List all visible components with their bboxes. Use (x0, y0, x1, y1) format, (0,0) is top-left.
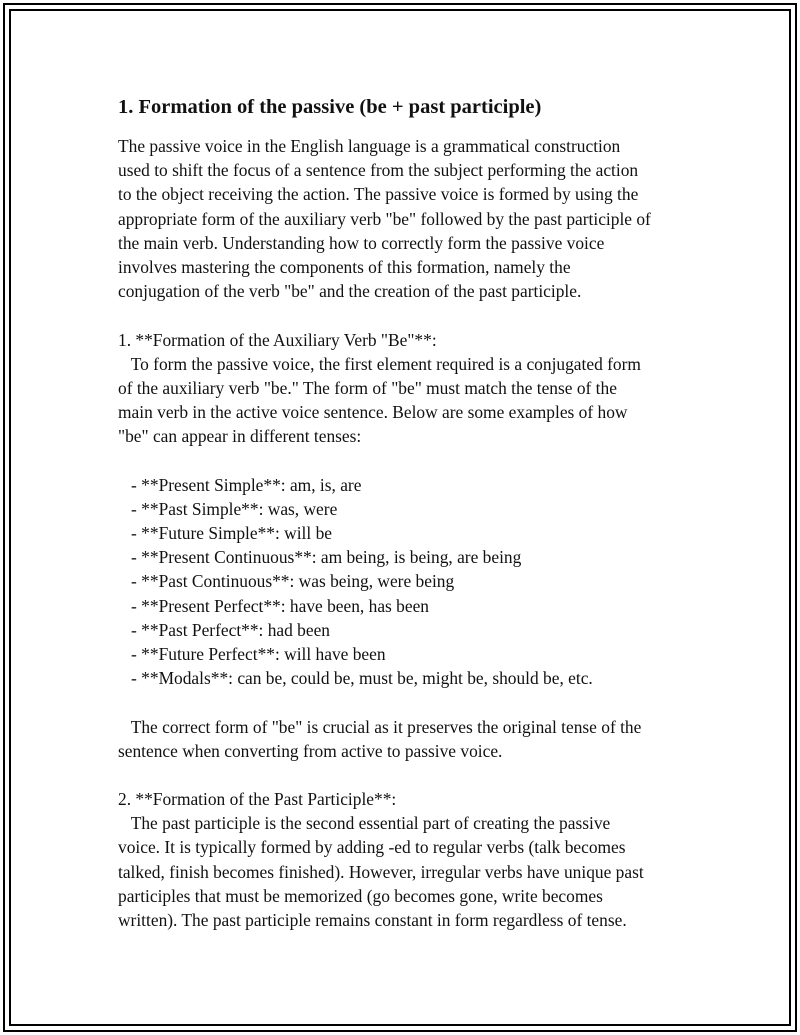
text-line: - **Past Perfect**: had been (118, 619, 331, 640)
text-line: - **Past Continuous**: was being, were being (118, 571, 455, 592)
text-line: involves mastering the components of this formation, namely the (118, 256, 571, 277)
text-line: of the auxiliary verb "be." The form of "be" must match the tense of the (118, 377, 617, 398)
text-line: "be" can appear in different tenses: (118, 426, 362, 447)
text-line: - **Future Simple**: will be (118, 523, 332, 543)
text-line: used to shift the focus of a sentence from the subject performing the action (118, 160, 639, 181)
text-line: talked, finish becomes finished). However, irregular verbs have unique past (118, 861, 644, 882)
document-body (118, 94, 690, 932)
text-line: the main verb. Understanding how to correctly form the passive voice (118, 232, 605, 253)
text-line: written). The past participle remains constant in form regardless of tense. (118, 910, 627, 930)
blank-line (118, 690, 690, 714)
text-line: sentence when converting from active to passive voice. (118, 740, 503, 761)
blank-line (118, 303, 690, 327)
text-line: appropriate form of the auxiliary verb "be" followed by the past participle of (118, 208, 651, 229)
text-line: conjugation of the verb "be" and the creation of the past participle. (118, 281, 582, 302)
blank-line (118, 763, 690, 787)
text-line: - **Past Simple**: was, were (118, 498, 338, 519)
text-line: participles that must be memorized (go becomes gone, write becomes (118, 885, 603, 906)
text-line: to the object receiving the action. The passive voice is formed by using the (118, 184, 639, 205)
text-line: To form the passive voice, the first element required is a conjugated form (118, 353, 641, 374)
text-line: The correct form of "be" is crucial as it preserves the original tense of the (118, 716, 642, 737)
text-line: - **Future Perfect**: will have been (118, 643, 386, 664)
text-line: The past participle is the second essential part of creating the passive (118, 813, 611, 834)
text-line: - **Present Continuous**: am being, is being, are being (118, 547, 522, 568)
text-line: 2. **Formation of the Past Participle**: (118, 789, 397, 810)
paragraph-block (118, 134, 690, 932)
text-line: - **Present Simple**: am, is, are (118, 474, 362, 495)
text-line: 1. **Formation of the Auxiliary Verb "Be"**: (118, 329, 437, 350)
section-heading: 1. Formation of the passive (be + past participle) (118, 96, 542, 118)
text-line: The passive voice in the English language is a grammatical construction (118, 136, 621, 156)
text-line: voice. It is typically formed by adding -ed to regular verbs (talk becomes (118, 837, 626, 858)
text-line: - **Present Perfect**: have been, has been (118, 595, 429, 616)
blank-line (118, 448, 690, 472)
text-line: main verb in the active voice sentence. Below are some examples of how (118, 402, 628, 423)
text-line: - **Modals**: can be, could be, must be, might be, should be, etc. (118, 668, 593, 689)
